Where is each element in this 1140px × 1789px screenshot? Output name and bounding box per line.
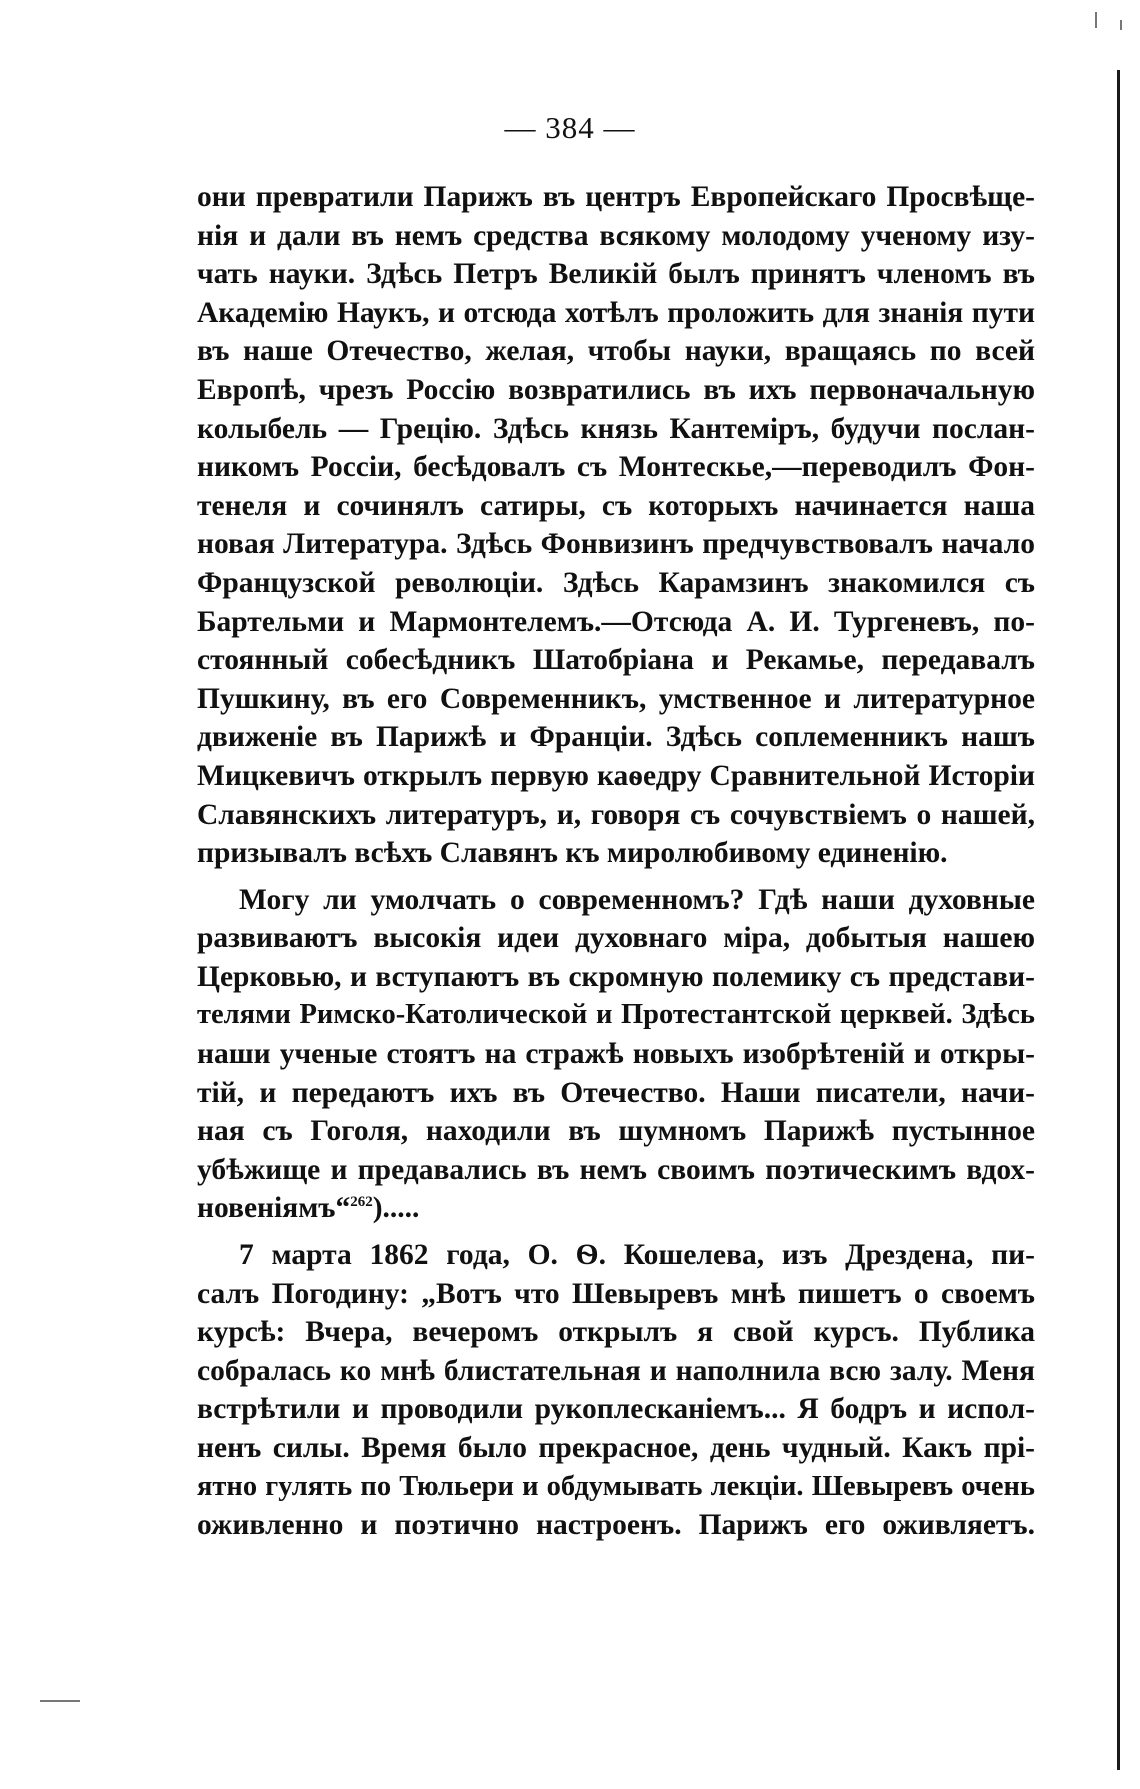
text-line: телями Римско-Католической и Протестантской церквей. Здѣсь: [197, 999, 1035, 1031]
text-line: призывалъ всѣхъ Славянъ къ миролюбивому единенію.: [197, 837, 948, 870]
text-line: встрѣтили и проводили рукоплесканіемъ... Я бодръ и испол-: [197, 1393, 1035, 1426]
text-line: тій, и передаютъ ихъ въ Отечество. Наши писатели, начи-: [197, 1076, 1035, 1109]
text-line: Церковью, и вступаютъ въ скромную полемику съ представи-: [197, 960, 1035, 993]
text-line: ятно гулять по Тюльери и обдумывать лекціи. Шевыревъ очень: [197, 1470, 1035, 1502]
text-line: тенеля и сочинялъ сатиры, съ которыхъ начинается наша: [197, 489, 1035, 522]
text-line: Бартельми и Мармонтелемъ.—Отсюда А. И. Тургеневъ, по-: [197, 605, 1035, 638]
text-line: развиваютъ высокія идеи духовнаго міра, добытыя нашею: [197, 922, 1035, 955]
text-line: ненъ силы. Время было прекрасное, день чудный. Какъ прі-: [197, 1432, 1035, 1464]
text-line: новая Литература. Здѣсь Фонвизинъ предчувствовалъ начало: [197, 528, 1035, 561]
scan-artifact: [1095, 12, 1097, 28]
text-line: колыбель — Грецію. Здѣсь князь Кантеміръ, будучи послан-: [197, 412, 1035, 445]
text-line: Академію Наукъ, и отсюда хотѣлъ проложить для знанія пути: [197, 296, 1035, 329]
text-line: нія и дали въ немъ средства всякому молодому ученому изу-: [197, 219, 1035, 252]
text-fragment: новеніямъ“: [197, 1192, 351, 1225]
footnote-ref: 262: [350, 1194, 373, 1211]
text-line: Пушкину, въ его Современникъ, умственное и литературное: [197, 682, 1035, 715]
text-line: они превратили Парижъ въ центръ Европейскаго Просвѣще-: [197, 181, 1035, 213]
text-line: убѣжище и предавались въ немъ своимъ поэтическимъ вдох-: [197, 1153, 1035, 1186]
text-line: собралась ко мнѣ блистательная и наполнила всю залу. Меня: [197, 1354, 1035, 1387]
text-line: въ наше Отечество, желая, чтобы науки, вращаясь по всей: [197, 335, 1035, 368]
text-line: стоянный собесѣдникъ Шатобріана и Рекамье, передавалъ: [197, 644, 1035, 677]
text-line: Славянскихъ литературъ, и, говоря съ сочувствіемъ о нашей,: [197, 798, 1035, 831]
text-line: курсѣ: Вчера, вечеромъ открылъ я свой курсъ. Публика: [197, 1316, 1035, 1349]
scan-page-edge: [1117, 70, 1120, 1770]
scan-artifact: [1120, 20, 1122, 30]
text-fragment: ).....: [372, 1192, 420, 1225]
text-block: [197, 178, 1035, 1545]
text-line: 7 марта 1862 года, О. Ѳ. Кошелева, изъ Дрездена, пи-: [239, 1239, 1035, 1272]
text-line: салъ Погодину: „Вотъ что Шевыревъ мнѣ пишетъ о своемъ: [197, 1277, 1035, 1310]
text-line: ная съ Гоголя, находили въ шумномъ Парижѣ пустынное: [197, 1115, 1035, 1148]
text-line: Могу ли умолчать о современномъ? Гдѣ наши духовные: [239, 883, 1035, 916]
text-line: Европѣ, чрезъ Россію возвратились въ ихъ первоначальную: [197, 373, 1035, 406]
scan-artifact: [40, 1700, 80, 1702]
text-line: движеніе въ Парижѣ и Франціи. Здѣсь соплеменникъ нашъ: [197, 721, 1035, 754]
text-line: никомъ Россіи, бесѣдовалъ съ Монтескье,—переводилъ Фон-: [197, 451, 1035, 484]
text-line-with-footnote: [197, 1189, 1035, 1228]
text-line: оживленно и поэтично настроенъ. Парижъ его оживляетъ.: [197, 1509, 1035, 1542]
page-number: — 384 —: [504, 110, 636, 145]
text-line: Мицкевичъ открылъ первую каѳедру Сравнительной Исторіи: [197, 759, 1035, 792]
text-line: Французской революціи. Здѣсь Карамзинъ знакомился съ: [197, 566, 1035, 599]
text-line: чать науки. Здѣсь Петръ Великій былъ принятъ членомъ въ: [197, 258, 1035, 291]
text-line: наши ученые стоятъ на стражѣ новыхъ изобрѣтеній и откры-: [197, 1038, 1035, 1071]
